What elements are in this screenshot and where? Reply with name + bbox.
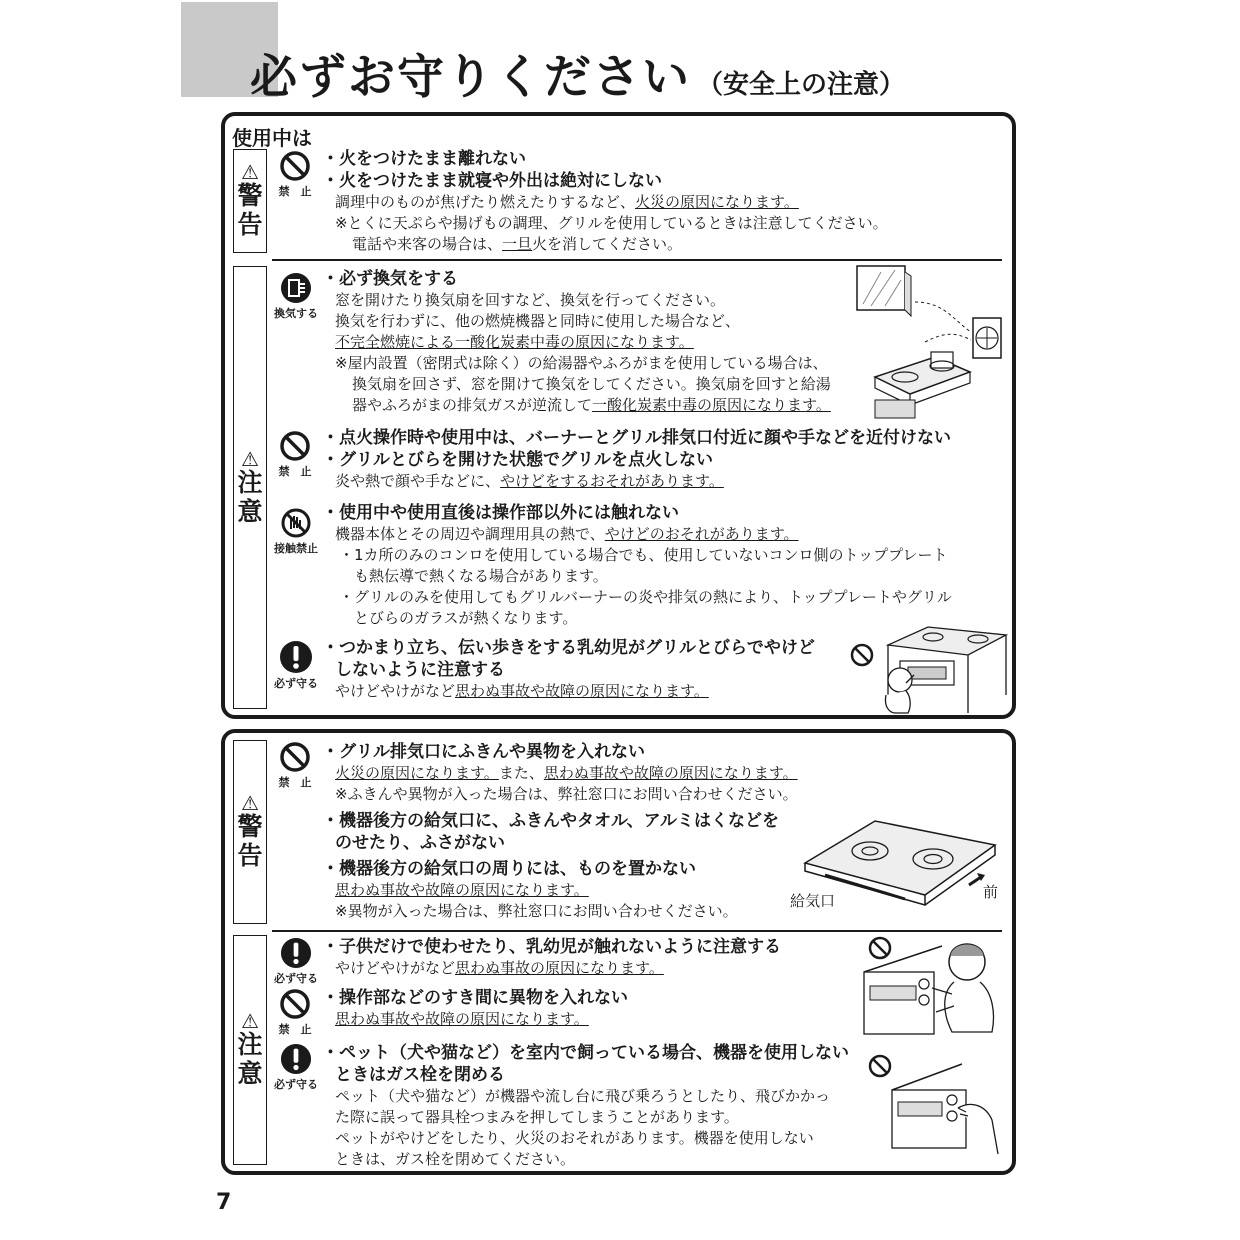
touch-block	[322, 502, 952, 629]
warning-heading: ・火をつけたまま就寝や外出は絶対にしない	[322, 171, 662, 191]
caution-heading: しないように注意する	[335, 660, 505, 680]
caution-triangle-icon: ⚠	[241, 446, 259, 471]
caution-heading: ・使用中や使用直後は操作部以外には触れない	[322, 503, 679, 523]
caution-text: 不完全燃焼による一酸化炭素中毒の原因になります。	[335, 333, 694, 351]
infant-block	[322, 637, 815, 702]
caution-text: 機器本体とその周辺や調理用具の熱で、やけどのおそれがあります。	[335, 525, 799, 543]
page-number: 7	[216, 1190, 232, 1215]
caution-text: ペット（犬や猫など）が機器や流し台に飛び乗ろうとしたり、飛びかかっ	[335, 1087, 831, 1105]
caution-text: 思わぬ事故や故障の原因になります。	[335, 1010, 589, 1028]
prohibit-icon	[274, 150, 316, 199]
warning-block	[322, 148, 888, 255]
caution-text: ときは、ガス栓を閉めてください。	[335, 1150, 576, 1168]
warning-label-char: 警	[237, 181, 263, 211]
warning-note: 電話や来客の場合は、一旦火を消してください。	[352, 235, 683, 253]
caution-label	[233, 935, 267, 1165]
warning-heading: のせたり、ふさがない	[335, 833, 505, 853]
caution-text: 換気を行わずに、他の燃焼機器と同時に使用した場合など、	[335, 312, 741, 330]
pet-illustration	[862, 1050, 1002, 1160]
caution-label-char: 意	[237, 1059, 263, 1088]
child-illustration	[862, 932, 1002, 1037]
exhaust-block	[322, 741, 798, 805]
caution-label-char: 注	[237, 1030, 263, 1060]
caution-heading: ・グリルとびらを開けた状態でグリルを点火しない	[322, 450, 713, 470]
caution-heading: ・ペット（犬や猫など）を室内で飼っている場合、機器を使用しない	[322, 1043, 849, 1063]
warning-note: ※ふきんや異物が入った場合は、弊社窓口にお問い合わせください。	[335, 785, 798, 803]
must-icon	[272, 937, 320, 986]
front-label: 前	[983, 883, 999, 901]
warning-text: 調理中のものが焦げたり燃えたりするなど、火災の原因になります。	[335, 193, 799, 211]
pet-block	[322, 1042, 849, 1170]
caution-text: ペットがやけどをしたり、火災のおそれがあります。機器を使用しない	[335, 1129, 814, 1147]
caution-label-char: 意	[237, 496, 263, 526]
caution-bullet: も熱伝導で熱くなる場合があります。	[354, 567, 608, 585]
prohibit-icon	[274, 988, 316, 1037]
warning-note: ※異物が入った場合は、弊社窓口にお問い合わせください。	[335, 902, 738, 920]
icon-label: 禁 止	[278, 1023, 312, 1036]
warning-heading: ・グリル排気口にふきんや異物を入れない	[322, 742, 645, 762]
caution-text: 窓を開けたり換気扇を回すなど、換気を行ってください。	[335, 291, 726, 309]
caution-heading: ・操作部などのすき間に異物を入れない	[322, 988, 628, 1008]
icon-label: 換気する	[274, 307, 318, 320]
caution-heading: ときはガス栓を閉める	[335, 1065, 505, 1085]
caution-note: ※屋内設置（密閉式は除く）の給湯器やふろがまを使用している場合は、	[335, 354, 828, 372]
section-heading: 使用中は	[232, 126, 312, 150]
warning-label-char: 告	[237, 210, 263, 239]
warning-triangle-icon: ⚠	[241, 791, 259, 816]
ventilate-icon	[270, 272, 322, 321]
caution-bullet: ・グリルのみを使用してもグリルバーナーの炎や排気の熱により、トッププレートやグリル	[339, 588, 952, 606]
warning-text: 思わぬ事故や故障の原因になります。	[335, 881, 589, 899]
gap-block	[322, 987, 628, 1030]
caution-bullet: ・1カ所のみのコンロを使用している場合でも、使用していないコンロ側のトッププレート	[339, 546, 948, 564]
page-title-text: 必ずお守りください	[250, 50, 691, 105]
ventilation-block	[322, 268, 831, 416]
caution-label-char: 注	[237, 467, 263, 497]
warning-heading: ・火をつけたまま離れない	[322, 149, 526, 169]
caution-heading: ・必ず換気をする	[322, 269, 458, 289]
must-icon	[272, 1043, 320, 1092]
warning-triangle-icon: ⚠	[241, 160, 259, 185]
burner-block	[322, 427, 951, 492]
caution-text: やけどやけがなど思わぬ事故の原因になります。	[335, 959, 664, 977]
caution-note: 器やふろがまの排気ガスが逆流して一酸化炭素中毒の原因になります。	[352, 396, 831, 414]
caution-text: た際に誤って器具栓つまみを押してしまうことがあります。	[335, 1108, 739, 1126]
caution-text: やけどやけがなど思わぬ事故や故障の原因になります。	[335, 682, 709, 700]
warning-heading: ・機器後方の給気口に、ふきんやタオル、アルミはくなどを	[322, 811, 779, 831]
icon-label: 禁 止	[278, 185, 312, 198]
page-subtitle: （安全上の注意）	[697, 70, 906, 100]
warning-label	[233, 149, 267, 253]
caution-bullet: とびらのガラスが熱くなります。	[354, 609, 578, 627]
prohibit-icon	[274, 741, 316, 790]
child-block	[322, 936, 781, 979]
page-title	[250, 40, 905, 107]
must-icon	[272, 640, 320, 691]
infant-illustration	[848, 625, 1008, 715]
caution-note: 換気扇を回さず、窓を開けて換気をしてください。換気扇を回すと給湯	[352, 375, 831, 393]
icon-label: 接触禁止	[274, 542, 318, 555]
no-touch-icon	[270, 507, 322, 556]
caution-text: 炎や熱で顔や手などに、やけどをするおそれがあります。	[335, 472, 724, 490]
ventilation-illustration	[855, 262, 1003, 422]
intake-label: 給気口	[790, 892, 836, 910]
warning-text: 火災の原因になります。また、思わぬ事故や故障の原因になります。	[335, 764, 798, 782]
icon-label: 必ず守る	[274, 972, 318, 985]
icon-label: 必ず守る	[274, 1078, 318, 1091]
caution-label	[233, 266, 267, 709]
divider	[272, 259, 1002, 261]
icon-label: 禁 止	[278, 776, 312, 789]
prohibit-icon	[274, 430, 316, 479]
warning-label-char: 告	[237, 841, 263, 870]
warning-heading: ・機器後方の給気口の周りには、ものを置かない	[322, 859, 696, 879]
warning-label	[233, 740, 267, 924]
warning-note: ※とくに天ぷらや揚げもの調理、グリルを使用しているときは注意してください。	[335, 214, 888, 232]
icon-label: 必ず守る	[274, 677, 318, 690]
icon-label: 禁 止	[278, 465, 312, 478]
warning-label-char: 警	[237, 812, 263, 842]
caution-heading: ・つかまり立ち、伝い歩きをする乳幼児がグリルとびらでやけど	[322, 638, 815, 658]
caution-heading: ・子供だけで使わせたり、乳幼児が触れないように注意する	[322, 937, 781, 957]
caution-heading: ・点火操作時や使用中は、バーナーとグリル排気口付近に顔や手などを近付けない	[322, 428, 951, 448]
caution-triangle-icon: ⚠	[241, 1009, 259, 1034]
intake-block	[322, 810, 779, 922]
